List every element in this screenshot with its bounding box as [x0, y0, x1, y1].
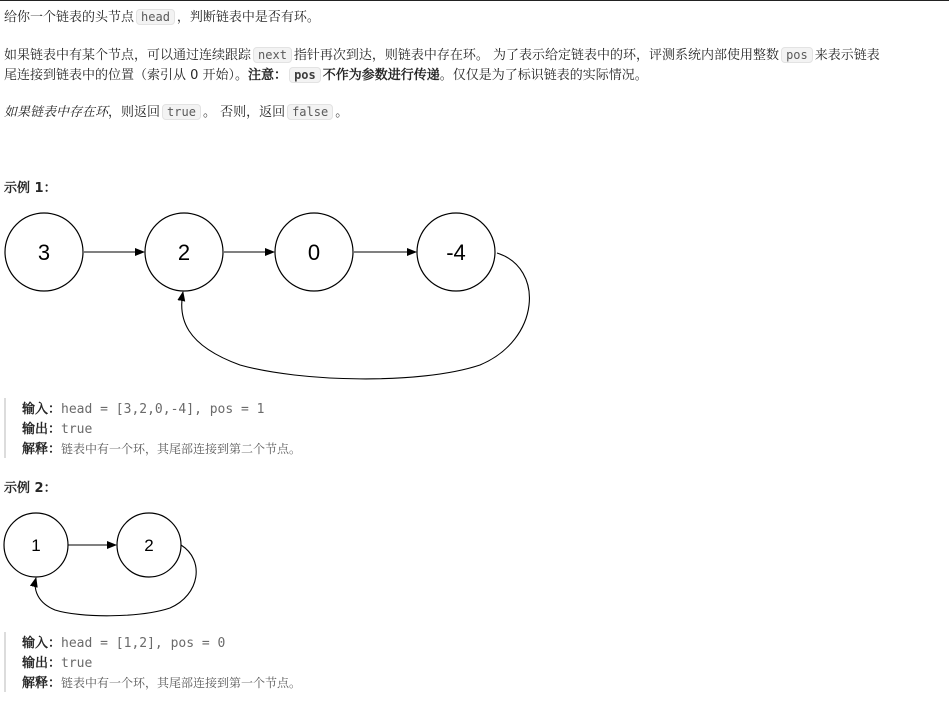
example-2-title: 示例 2： [4, 481, 57, 496]
intro-emphasis: 如果链表中存在环 [4, 105, 109, 120]
input-line [22, 398, 301, 418]
intro-text: 。仅仅是为了标识链表的实际情况。 [439, 68, 648, 83]
explanation-value: 链表中有一个环，其尾部连接到第一个节点。 [61, 676, 302, 690]
output-line [22, 418, 301, 438]
list-node-label: 3 [37, 240, 51, 265]
intro-text: 指针再次到达，则链表中存在环。 为了表示给定链表中的环，评测系统内部使用整数 [293, 48, 780, 63]
intro-text: 。 [335, 105, 349, 120]
output-label: 输出： [22, 656, 62, 671]
input-label: 输入： [22, 402, 62, 417]
list-node-label: -4 [446, 240, 466, 265]
inline-code-pos-bold: pos [289, 67, 321, 83]
intro-text: ，判断链表中是否有环。 [176, 10, 320, 25]
explanation-line [22, 438, 301, 458]
example-1-diagram [0, 200, 560, 390]
intro-paragraph-1 [4, 7, 320, 28]
inline-code-false: false [287, 104, 333, 120]
output-value: true [61, 422, 93, 437]
explanation-label: 解释： [22, 442, 62, 457]
example-2-blockquote [4, 632, 301, 692]
intro-paragraph-3 [4, 102, 348, 123]
explanation-line [22, 672, 301, 692]
intro-text: 。 否则，返回 [202, 105, 286, 120]
top-border [0, 0, 949, 1]
list-node-label: 0 [307, 240, 321, 265]
inline-code-next: next [253, 47, 292, 63]
intro-text: 来表示链表 [814, 48, 880, 63]
input-value: head = [3,2,0,-4], pos = 1 [61, 402, 265, 417]
inline-code-true: true [162, 104, 201, 120]
example-1-title: 示例 1： [4, 181, 57, 196]
explanation-value: 链表中有一个环，其尾部连接到第二个节点。 [61, 442, 302, 456]
inline-code-head: head [136, 9, 175, 25]
input-value: head = [1,2], pos = 0 [61, 636, 226, 651]
intro-text: ，则返回 [108, 105, 161, 120]
intro-text: 给你一个链表的头节点 [4, 10, 135, 25]
list-node-label: 2 [177, 240, 191, 265]
inline-code-pos: pos [781, 47, 813, 63]
list-node-label: 2 [144, 536, 154, 555]
intro-text: 如果链表中有某个节点，可以通过连续跟踪 [4, 48, 252, 63]
intro-text: 尾连接到链表中的位置（索引从 0 开始）。 [4, 68, 249, 83]
explanation-label: 解释： [22, 676, 62, 691]
list-node-label: 1 [31, 536, 41, 555]
example-1-blockquote [4, 398, 301, 458]
intro-paragraph-2-cont [4, 65, 648, 86]
note-text: 不作为参数进行传递 [322, 68, 440, 83]
example-2-diagram [0, 500, 220, 625]
output-label: 输出： [22, 422, 62, 437]
input-label: 输入： [22, 636, 62, 651]
input-line [22, 632, 301, 652]
intro-paragraph-2 [4, 45, 880, 66]
note-label: 注意： [248, 68, 288, 83]
output-line [22, 652, 301, 672]
output-value: true [61, 656, 93, 671]
